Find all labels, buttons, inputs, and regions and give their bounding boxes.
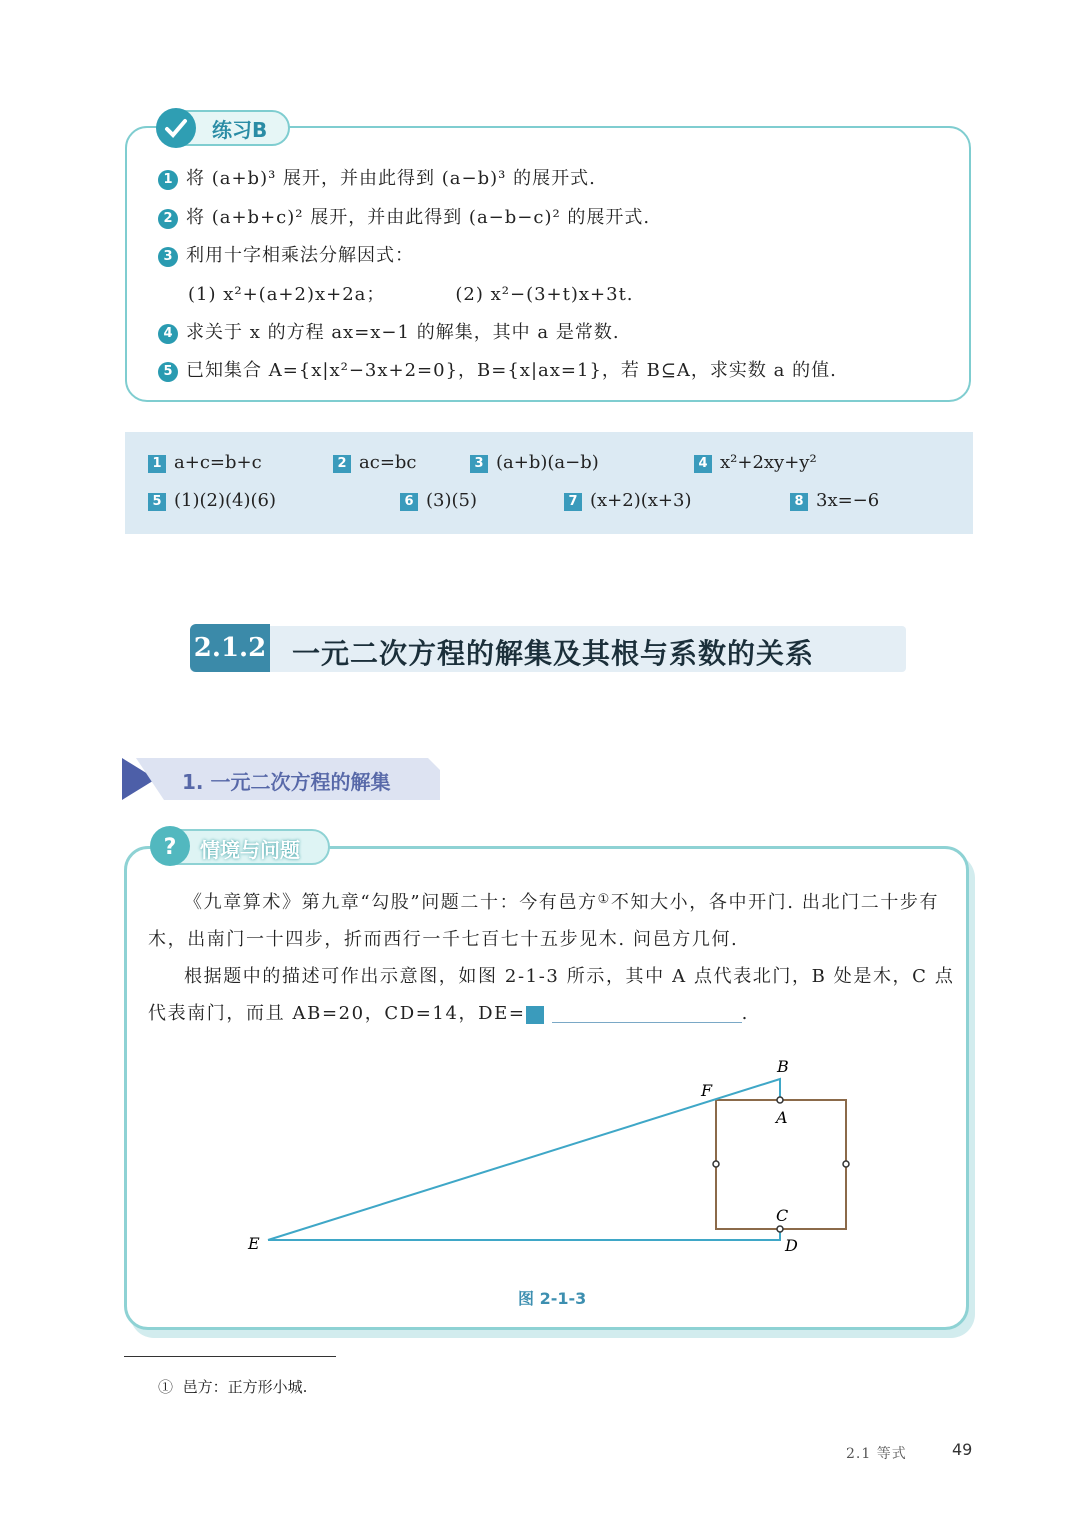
label-b: B: [777, 1057, 789, 1076]
answer-8: 8 3x=−6: [790, 490, 879, 511]
footer-section: 2.1 等式: [846, 1446, 907, 1462]
label-c: C: [776, 1206, 789, 1225]
point-a: [777, 1097, 783, 1103]
exercise-item-3-sub: (1) x²+(a+2)x+2a； (2) x²−(3+t)x+3t.: [188, 284, 634, 305]
page-number: 49: [952, 1440, 973, 1459]
context-paragraph-2: 根据题中的描述可作出示意图，如图 2-1-3 所示，其中 A 点代表北门，B 处是木，C 点代表南门，而且 AB=20，CD=14，DE= 1 .: [148, 966, 955, 1024]
label-d: D: [785, 1236, 798, 1255]
answer-3: 3 (a+b)(a−b): [470, 452, 599, 473]
label-e: E: [248, 1234, 260, 1253]
exercise-item-3: 3 利用十字相乘法分解因式：: [158, 241, 414, 267]
context-title: 情境与问题: [200, 838, 300, 862]
line-eb: [268, 1079, 780, 1240]
answer-blank[interactable]: [552, 1002, 742, 1023]
answer-2: 2 ac=bc: [333, 452, 417, 473]
point-c: [777, 1226, 783, 1232]
subsection-title: 1. 一元二次方程的解集: [182, 770, 391, 794]
answer-box: [125, 432, 973, 534]
exercise-item-5: 5 已知集合 A={x|x²−3x+2=0}，B={x|ax=1}，若 B⊆A，求实数 a 的值.: [158, 356, 837, 382]
figure-2-1-3: [240, 1050, 880, 1265]
footnote-rule: [124, 1356, 336, 1357]
blank-number: 1: [526, 1006, 544, 1024]
west-gate: [713, 1161, 719, 1167]
answer-1: 1 a+c=b+c: [148, 452, 262, 473]
section-title: 一元二次方程的解集及其根与系数的关系: [292, 637, 815, 670]
label-a: A: [776, 1108, 788, 1127]
svg-text:?: ?: [163, 835, 177, 860]
question-icon: [150, 826, 190, 866]
line-ed: [268, 1229, 780, 1240]
section-number: 2.1.2: [190, 624, 270, 672]
exercise-item-2: 2 将 (a+b+c)² 展开，并由此得到 (a−b−c)² 的展开式.: [158, 203, 650, 229]
answer-7: 7 (x+2)(x+3): [564, 490, 691, 511]
footnote-mark: ①: [597, 892, 611, 907]
pencil-icon: [156, 108, 196, 148]
answer-5: 5 (1)(2)(4)(6): [148, 490, 276, 511]
label-f: F: [701, 1081, 713, 1100]
context-paragraph-1: 《九章算术》第九章“勾股”问题二十：今有邑方①不知大小，各中开门. 出北门二十步有木，出南门一十四步，折而西行一千七百七十五步见木. 问邑方几何.: [148, 892, 940, 950]
answer-4: 4 x²+2xy+y²: [694, 452, 817, 473]
answer-6: 6 (3)(5): [400, 490, 477, 511]
footnote: ① 邑方：正方形小城.: [158, 1378, 308, 1396]
east-gate: [843, 1161, 849, 1167]
exercise-item-1: 1 将 (a+b)³ 展开，并由此得到 (a−b)³ 的展开式.: [158, 164, 596, 190]
exercise-title: 练习B: [212, 118, 268, 142]
figure-caption: 图 2-1-3: [518, 1289, 587, 1308]
exercise-item-4: 4 求关于 x 的方程 ax=x−1 的解集，其中 a 是常数.: [158, 318, 620, 344]
